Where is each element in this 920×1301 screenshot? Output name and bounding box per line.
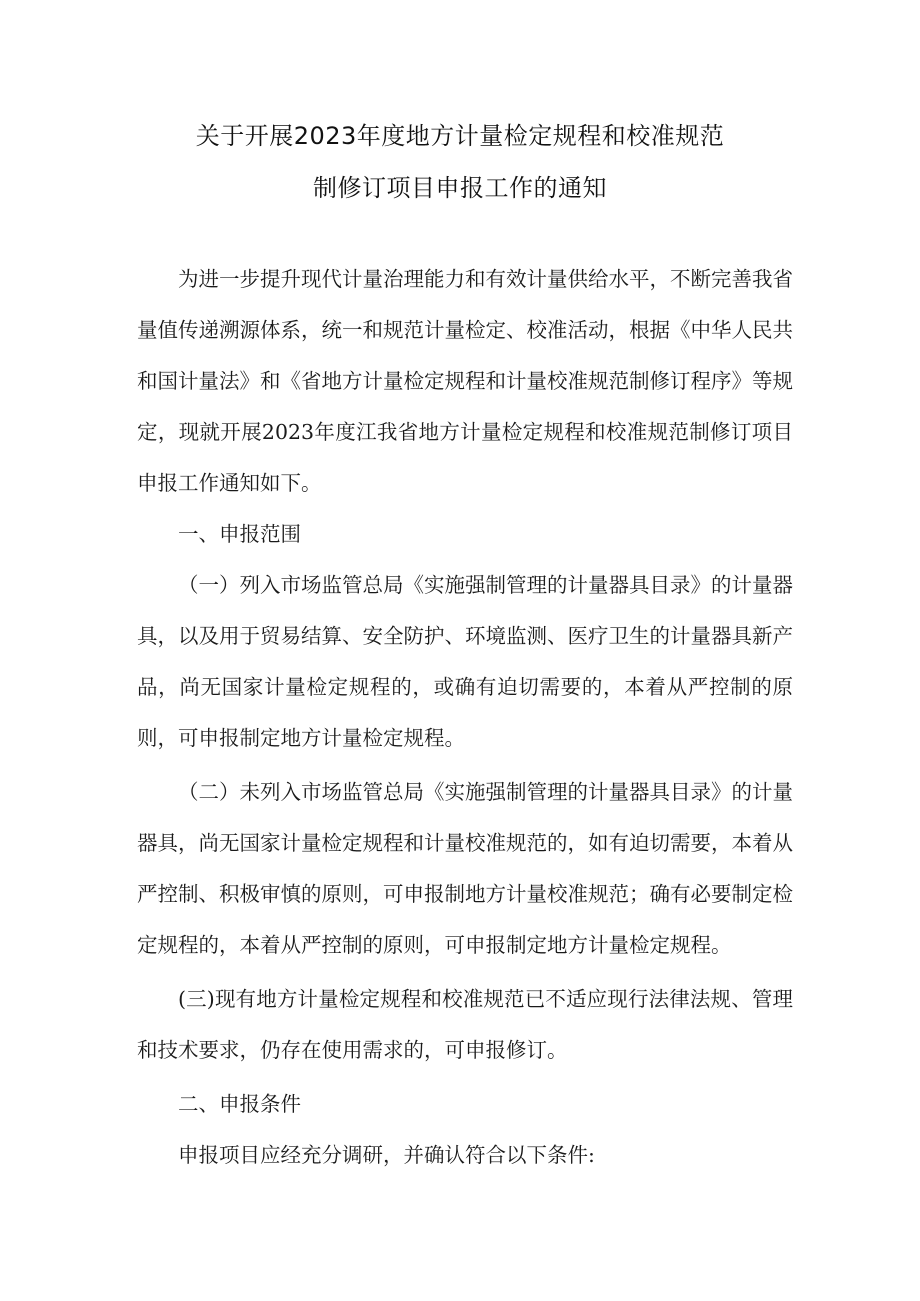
document-title-line-1: 关于开展2023年度地方计量检定规程和校准规范 [195, 122, 725, 150]
section-1-item-3: (三)现有地方计量检定规程和校准规范已不适应现行法律法规、管理和技术要求，仍存在使用需求的，可申报修订。 [137, 987, 793, 1062]
section-1-item-1: （一）列入市场监管总局《实施强制管理的计量器具目录》的计量器具，以及用于贸易结算、安全防护、环境监测、医疗卫生的计量器具新产品，尚无国家计量检定规程的，或确有迫切需要的，本着从严控制的原则，可申报制定地方计量检定规程。 [137, 573, 793, 750]
section-1-item-2: （二）未列入市场监管总局《实施强制管理的计量器具目录》的计量器具，尚无国家计量检定规程和计量校准规范的，如有迫切需要，本着从严控制、积极审慎的原则，可申报制地方计量校准规范；确有必要制定检定规程的，本着从严控制的原则，可申报制定地方计量检定规程。 [137, 780, 793, 957]
document-body [137, 254, 793, 1181]
section-1-heading: 一、申报范围 [178, 522, 301, 546]
section-2-heading: 二、申报条件 [178, 1092, 301, 1116]
document-title-line-2: 制修订项目申报工作的通知 [313, 174, 607, 202]
section-2-lead: 申报项目应经充分调研，并确认符合以下条件: [178, 1143, 595, 1167]
intro-paragraph: 为进一步提升现代计量治理能力和有效计量供给水平，不断完善我省量值传递溯源体系，统一和规范计量检定、校准活动，根据《中华人民共和国计量法》和《省地方计量检定规程和计量校准规范制修订程序》等规定，现就开展2023年度江我省地方计量检定规程和校准规范制修订项目申报工作通知如下。 [137, 267, 793, 495]
